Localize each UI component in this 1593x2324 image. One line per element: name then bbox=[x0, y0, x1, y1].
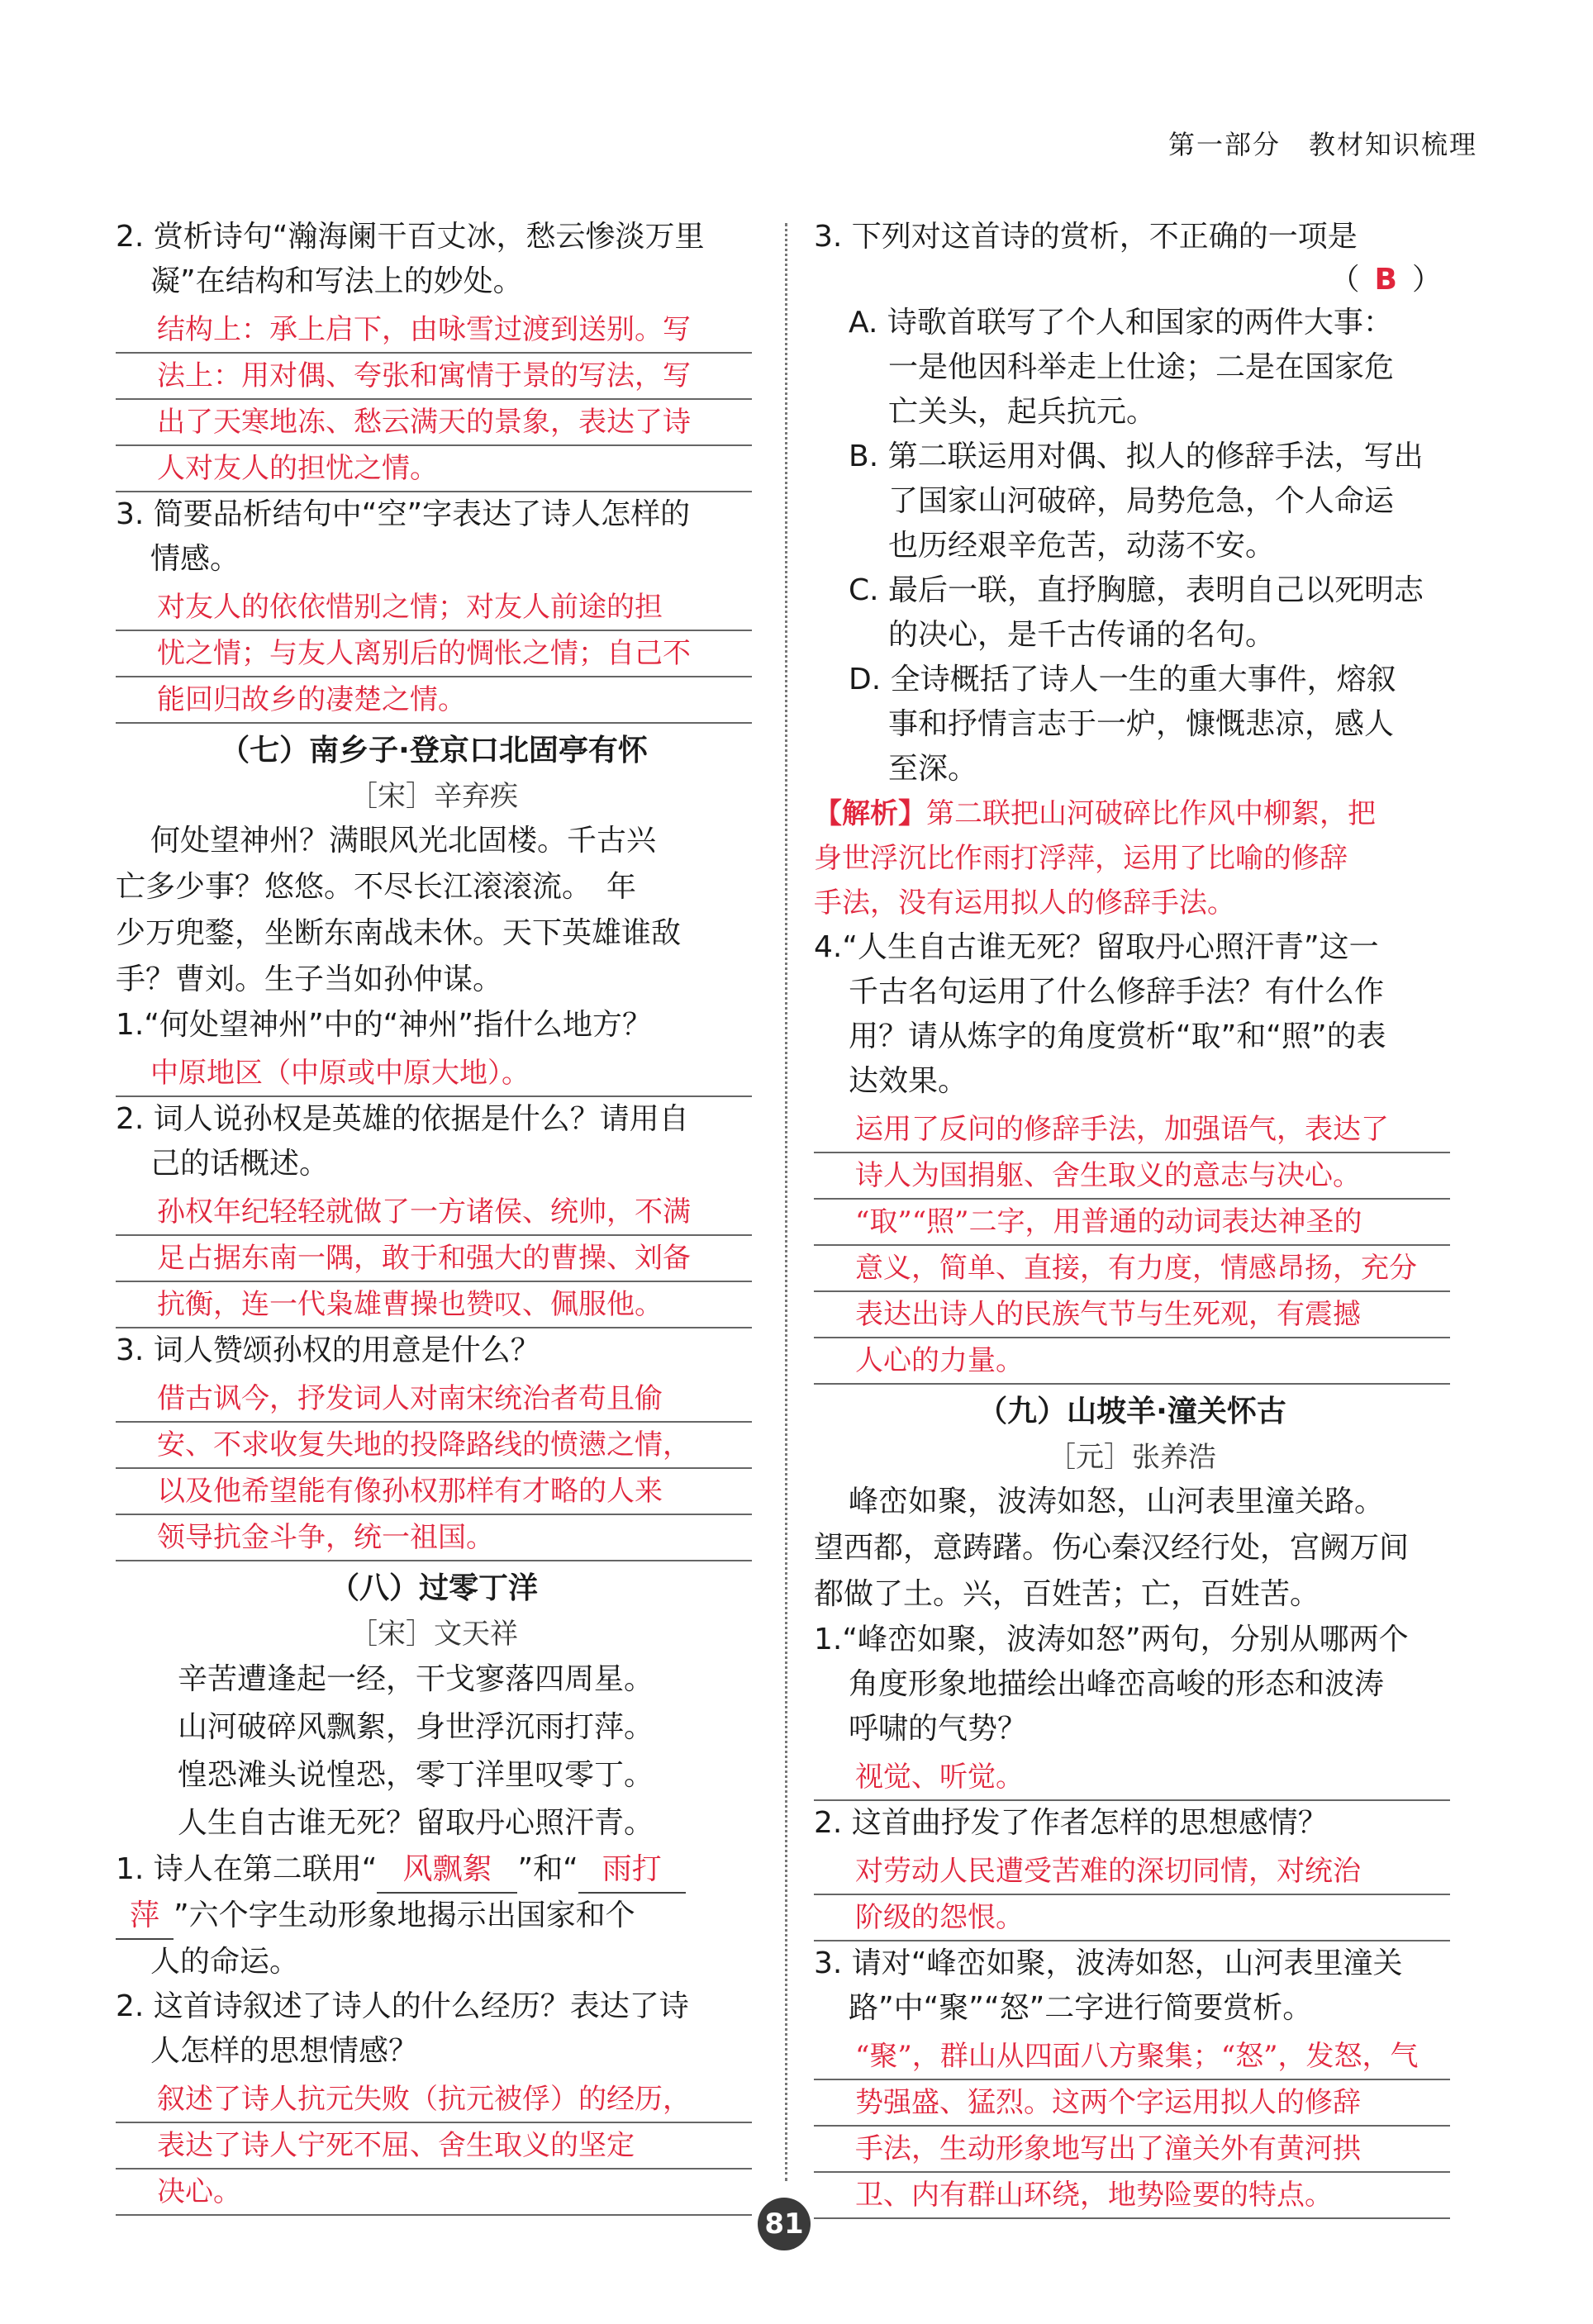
fill-blank-question bbox=[116, 1894, 752, 1940]
answer-line: 势强盛、猛烈。这两个字运用拟人的修辞 bbox=[814, 2080, 1450, 2127]
poem-line: 辛苦遭逢起一经，干戈寥落四周星。 bbox=[178, 1662, 654, 1696]
answer-line: 抗衡，连一代枭雄曹操也赞叹、佩服他。 bbox=[116, 1282, 752, 1328]
blank-answer: 风飘絮 bbox=[377, 1847, 517, 1894]
question-text: 千古名句运用了什么修辞手法？有什么作 bbox=[849, 975, 1385, 1009]
poem-author: ［元］张养浩 bbox=[1048, 1441, 1216, 1474]
question-text: 3. 下列对这首诗的赏析，不正确的一项是 bbox=[814, 220, 1358, 254]
answer-line: 手法，生动形象地写出了潼关外有黄河拱 bbox=[814, 2127, 1450, 2173]
question-text: 2. 这首诗叙述了诗人的什么经历？表达了诗 bbox=[116, 1989, 689, 2023]
poem-line: 少万兜鍪，坐断东南战未休。天下英雄谁敌 bbox=[116, 916, 682, 950]
poem-line: 都做了土。兴，百姓苦；亡，百姓苦。 bbox=[814, 1577, 1320, 1611]
choice-d: 至深。 bbox=[888, 752, 978, 786]
question-text: 3. 请对“峰峦如聚，波涛如怒，山河表里潼关 bbox=[814, 1946, 1403, 1980]
answer-line: 运用了反问的修辞手法，加强语气，表达了 bbox=[814, 1107, 1450, 1153]
answer-line: 忧之情；与友人离别后的惆怅之情；自己不 bbox=[116, 631, 752, 677]
answer-line: 表达了诗人宁死不屈、舍生取义的坚定 bbox=[116, 2123, 752, 2170]
answer-line: 以及他希望能有像孙权那样有才略的人来 bbox=[116, 1469, 752, 1515]
answer-line: 领导抗金斗争，统一祖国。 bbox=[116, 1515, 752, 1561]
answer-line: “取”“照”二字，用普通的动词表达神圣的 bbox=[814, 1200, 1450, 1246]
answer-line: 人心的力量。 bbox=[814, 1338, 1450, 1385]
poem-line: 亡多少事？悠悠。不尽长江滚滚流。 年 bbox=[116, 870, 637, 904]
question-block bbox=[116, 492, 752, 724]
question-text: 达效果。 bbox=[849, 1064, 968, 1098]
choice-b: 了国家山河破碎，局势危急，个人命运 bbox=[888, 484, 1395, 518]
right-column bbox=[814, 215, 1450, 2219]
question-text: 3. 简要品析结句中“空”字表达了诗人怎样的 bbox=[116, 497, 691, 531]
question-text: 2. 赏析诗句“瀚海阑干百丈冰，愁云惨淡万里 bbox=[116, 220, 705, 254]
question-text: ”和“ bbox=[517, 1852, 578, 1886]
poem-line: 惶恐滩头说惶恐，零丁洋里叹零丁。 bbox=[178, 1758, 654, 1792]
header-part: 第一部分 bbox=[1167, 129, 1281, 160]
question-block bbox=[116, 215, 752, 492]
answer-line: 表达出诗人的民族气节与生死观，有震撼 bbox=[814, 1292, 1450, 1338]
bracket-open: （ bbox=[1329, 263, 1360, 297]
choice-c: C. 最后一联，直抒胸臆，表明自己以死明志 bbox=[849, 573, 1424, 607]
question-text: 2. 词人说孙权是英雄的依据是什么？请用自 bbox=[116, 1102, 689, 1136]
page-number: 81 bbox=[758, 2198, 811, 2250]
poem-line: 望西都，意踌躇。伤心秦汉经行处，宫阙万间 bbox=[814, 1531, 1410, 1565]
answer-line: 出了天寒地冻、愁云满天的景象，表达了诗 bbox=[116, 400, 752, 446]
blank-answer: 萍 bbox=[116, 1894, 174, 1940]
column-divider bbox=[785, 223, 787, 2181]
choice-d: 事和抒情言志于一炉，慷慨悲凉，感人 bbox=[888, 707, 1395, 741]
question-text: 情感。 bbox=[150, 542, 240, 576]
question-text: 角度形象地描绘出峰峦高峻的形态和波涛 bbox=[849, 1667, 1385, 1701]
running-header bbox=[1140, 124, 1477, 162]
poem-title: （八）过零丁洋 bbox=[329, 1571, 538, 1605]
answer-line: 人对友人的担忧之情。 bbox=[116, 446, 752, 492]
poem-line: 人生自古谁无死？留取丹心照汗青。 bbox=[178, 1806, 654, 1840]
question-text: 4.“人生自古谁无死？留取丹心照汗青”这一 bbox=[814, 930, 1379, 964]
analysis-text: 第二联把山河破碎比作风中柳絮，把 bbox=[926, 797, 1376, 830]
question-text: 人怎样的思想情感？ bbox=[150, 2034, 419, 2068]
analysis-tag: 【解析】 bbox=[814, 797, 926, 830]
answer-letter: B bbox=[1374, 263, 1397, 297]
question-text: 3. 词人赞颂孙权的用意是什么？ bbox=[116, 1333, 540, 1367]
answer-line: 对友人的依依惜别之情；对友人前途的担 bbox=[116, 585, 752, 631]
poem-author: ［宋］文天祥 bbox=[350, 1618, 518, 1651]
choice-a: 亡关头，起兵抗元。 bbox=[888, 395, 1157, 429]
poem-title: （九）山坡羊·潼关怀古 bbox=[977, 1395, 1286, 1428]
poem-line: 山河破碎风飘絮，身世浮沉雨打萍。 bbox=[178, 1710, 654, 1744]
choice-a: A. 诗歌首联写了个人和国家的两件大事： bbox=[849, 306, 1393, 340]
choice-b: 也历经艰辛危苦，动荡不安。 bbox=[888, 529, 1276, 563]
answer-line: 安、不求收复失地的投降路线的愤懑之情， bbox=[116, 1423, 752, 1469]
question-text: ”六个字生动形象地揭示出国家和个 bbox=[174, 1899, 635, 1932]
answer-line: 中原地区（中原或中原大地）。 bbox=[116, 1051, 752, 1097]
fill-blank-question bbox=[116, 1847, 752, 1894]
question-text: 1.“峰峦如聚，波涛如怒”两句，分别从哪两个 bbox=[814, 1623, 1409, 1656]
choice-b: B. 第二联运用对偶、拟人的修辞手法，写出 bbox=[849, 440, 1424, 473]
answer-line: 阶级的怨恨。 bbox=[814, 1895, 1450, 1941]
poem-line: 何处望神州？满眼风光北固楼。千古兴 bbox=[150, 824, 657, 858]
answer-line: 孙权年纪轻轻就做了一方诸侯、统帅，不满 bbox=[116, 1190, 752, 1236]
answer-line: 法上：用对偶、夸张和寓情于景的写法，写 bbox=[116, 354, 752, 400]
left-column bbox=[116, 215, 752, 2216]
question-text: 人的命运。 bbox=[150, 1945, 300, 1979]
answer-line: 决心。 bbox=[116, 2170, 752, 2216]
question-text: 路”中“聚”“怒”二字进行简要赏析。 bbox=[849, 1991, 1313, 2025]
choice-d: D. 全诗概括了诗人一生的重大事件，熔叙 bbox=[849, 663, 1396, 696]
choice-c: 的决心，是千古传诵的名句。 bbox=[888, 618, 1276, 652]
question-text: 2. 这首曲抒发了作者怎样的思想感情？ bbox=[814, 1806, 1328, 1840]
poem-author: ［宋］辛弃疾 bbox=[350, 780, 518, 813]
poem-line: 峰峦如聚，波涛如怒，山河表里潼关路。 bbox=[849, 1485, 1385, 1518]
bracket-close: ） bbox=[1411, 263, 1442, 297]
question-text: 1.“何处望神州”中的“神州”指什么地方？ bbox=[116, 1008, 652, 1042]
answer-line: 对劳动人民遭受苦难的深切同情，对统治 bbox=[814, 1849, 1450, 1895]
question-text: 用？请从炼字的角度赏析“取”和“照”的表 bbox=[849, 1019, 1386, 1053]
answer-line: 视觉、听觉。 bbox=[814, 1755, 1450, 1801]
answer-line: 借古讽今，抒发词人对南宋统治者苟且偷 bbox=[116, 1376, 752, 1423]
answer-line: 诗人为国捐躯、舍生取义的意志与决心。 bbox=[814, 1153, 1450, 1200]
header-section: 教材知识梳理 bbox=[1308, 129, 1477, 160]
blank-answer: 雨打 bbox=[578, 1847, 686, 1894]
answer-line: 意义，简单、直接，有力度，情感昂扬，充分 bbox=[814, 1246, 1450, 1292]
poem-title: （七）南乡子·登京口北固亭有怀 bbox=[220, 734, 648, 768]
question-text: 呼啸的气势？ bbox=[849, 1712, 1028, 1746]
question-text: 己的话概述。 bbox=[150, 1147, 330, 1181]
poem-line: 手？曹刘。生子当如孙仲谋。 bbox=[116, 962, 503, 996]
analysis bbox=[814, 791, 1450, 836]
choice-a: 一是他因科举走上仕途；二是在国家危 bbox=[888, 350, 1395, 384]
answer-bracket bbox=[814, 259, 1450, 301]
answer-line: “聚”，群山从四面八方聚集；“怒”，发怒，气 bbox=[814, 2034, 1450, 2080]
answer-line: 足占据东南一隅，敢于和强大的曹操、刘备 bbox=[116, 1236, 752, 1282]
analysis-text: 身世浮沉比作雨打浮萍，运用了比喻的修辞 bbox=[814, 842, 1348, 875]
analysis-text: 手法，没有运用拟人的修辞手法。 bbox=[814, 886, 1235, 920]
answer-line: 能回归故乡的凄楚之情。 bbox=[116, 677, 752, 724]
answer-line: 卫、内有群山环绕，地势险要的特点。 bbox=[814, 2173, 1450, 2219]
answer-line: 叙述了诗人抗元失败（抗元被俘）的经历， bbox=[116, 2077, 752, 2123]
question-text: 1. 诗人在第二联用“ bbox=[116, 1852, 378, 1886]
answer-line: 结构上：承上启下，由咏雪过渡到送别。写 bbox=[116, 307, 752, 354]
question-text: 凝”在结构和写法上的妙处。 bbox=[150, 264, 523, 298]
